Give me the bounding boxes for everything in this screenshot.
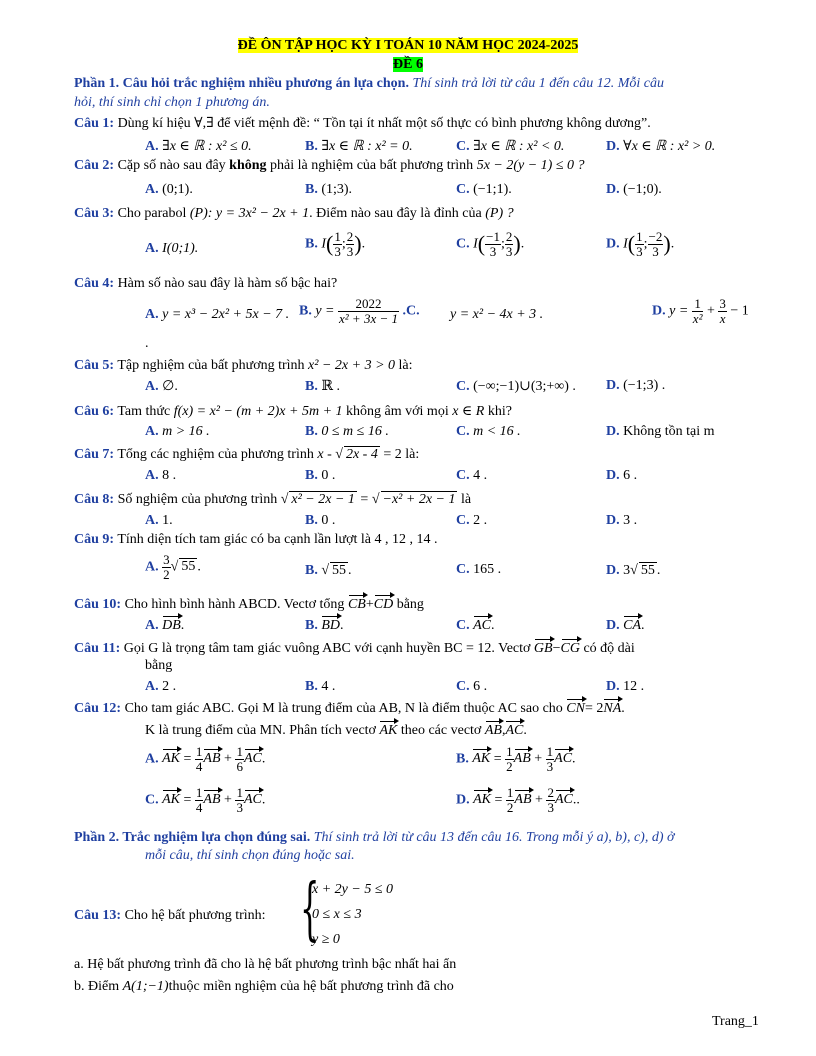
title-text: ĐỀ ÔN TẬP HỌC KỲ I TOÁN 10 NĂM HỌC 2024-2025 <box>237 38 579 53</box>
q5-option-b: B. ℝ . <box>305 379 340 394</box>
q7-option-b: B. 0 . <box>305 468 336 483</box>
q11-option-c: C. 6 . <box>456 679 488 694</box>
q13-item-b: b. Điểm A(1;−1)thuộc miền nghiệm của hệ bất phương trình đã cho <box>74 979 454 994</box>
q9-option-c: C. 165 . <box>456 562 502 577</box>
part2-instruction: Thí sinh trả lời từ câu 13 đến câu 16. Trong mỗi ý a), b), c), d) ở <box>313 830 675 845</box>
question-label: Câu 1: <box>74 116 115 131</box>
q3-option-c: C. I( $\frac{-1}{3}$ ; $\frac{2}{3}$ ). <box>456 229 525 259</box>
q12-option-d: D. AK = $\frac{1}{2}$ AB + $\frac{2}{3}$ AC.. <box>456 785 580 815</box>
q5-option-a: A. ∅. <box>145 379 178 394</box>
question-2: Câu 2: Cặp số nào sau đây không phải là nghiệm của bất phương trình 5x − 2(y − 1) ≤ 0 ? <box>74 158 585 173</box>
part2-instruction-line2: mỗi câu, thí sinh chọn đúng hoặc sai. <box>145 848 355 863</box>
q4-option-b: B. y = $\frac{2022}{\text{x² + 3x − 1}}$ .C. <box>299 296 420 326</box>
q3-option-d: D. I( $\frac{1}{3}$ ; $\frac{-2}{3}$ ). <box>606 229 675 259</box>
exam-number <box>0 57 816 73</box>
question-text: Dùng kí hiệu ∀,∃ để viết mệnh đề: “ Tồn tại ít nhất một số thực có bình phương không dương”. <box>117 116 651 131</box>
q1-option-c: C. ∃x ∈ ℝ : x² < 0. <box>456 139 565 154</box>
q4-option-a: A. y = x³ − 2x² + 5x − 7 . <box>145 307 290 322</box>
q6-option-c: C. m < 16 . <box>456 424 521 439</box>
q11-option-d: D. 12 . <box>606 679 645 694</box>
stray-dot: . <box>145 336 149 351</box>
q7-option-c: C. 4 . <box>456 468 488 483</box>
q2-option-b: B. (1;3). <box>305 182 353 197</box>
q11-option-a: A. 2 . <box>145 679 177 694</box>
part1-instruction: Thí sinh trả lời từ câu 1 đến câu 12. Mỗi câu <box>412 76 665 91</box>
q6-option-a: A. m > 16 . <box>145 424 210 439</box>
q2-option-d: D. (−1;0). <box>606 182 662 197</box>
q6-option-d: D. Không tồn tại m <box>606 424 715 439</box>
document-title <box>0 38 816 54</box>
question-12-line2: K là trung điểm của MN. Phân tích vectơ AK theo các vectơ AB,AC. <box>145 723 527 738</box>
q5-option-d: D. (−1;3) . <box>606 378 666 393</box>
q1-option-b: B. ∃x ∈ ℝ : x² = 0. <box>305 139 413 154</box>
system-line-1: x + 2y − 5 ≤ 0 <box>312 882 394 897</box>
q9-option-d: D. 3√ 55 . <box>606 563 661 578</box>
q10-option-b: B. BD. <box>305 618 344 633</box>
question-11-line2: bằng <box>145 658 173 673</box>
question-7: Câu 7: Tổng các nghiệm của phương trình x - √ 2x - 4 = 2 là: <box>74 447 420 462</box>
question-1 <box>74 115 651 132</box>
q7-option-d: D. 6 . <box>606 468 638 483</box>
q10-option-d: D. CA. <box>606 618 645 633</box>
question-5: Câu 5: Tập nghiệm của bất phương trình x² − 2x + 3 > 0 là: <box>74 358 413 373</box>
q11-option-b: B. 4 . <box>305 679 336 694</box>
q13-item-a: a. Hệ bất phương trình đã cho là hệ bất phương trình bậc nhất hai ẩn <box>74 957 457 972</box>
q12-option-b: B. AK = $\frac{1}{2}$ AB + $\frac{1}{3}$ AC. <box>456 744 576 774</box>
part1-title: Phần 1. Câu hỏi trắc nghiệm nhiều phương án lựa chọn. <box>74 76 409 91</box>
q4-option-c: y = x² − 4x + 3 . <box>450 307 544 322</box>
q9-option-a: A. $\frac{3}{2}$ √ 55 . <box>145 552 201 582</box>
q10-option-c: C. AC. <box>456 618 495 633</box>
q3-option-b: B. I( $\frac{1}{3}$ ; $\frac{2}{3}$ ). <box>305 229 366 259</box>
question-11: Câu 11: Gọi G là trọng tâm tam giác vuông ABC với cạnh huyền BC = 12. Vectơ GB−CG có độ dài <box>74 641 635 656</box>
question-6: Câu 6: Tam thức f(x) = x² − (m + 2)x + 5m + 1 không âm với mọi x ∈ R khi? <box>74 404 512 419</box>
part2-title: Phần 2. Trắc nghiệm lựa chọn đúng sai. <box>74 830 311 845</box>
question-12: Câu 12: Cho tam giác ABC. Gọi M là trung điểm của AB, N là điểm thuộc AC sao cho CN= 2NA. <box>74 701 625 716</box>
system-line-3: y ≥ 0 <box>312 932 340 947</box>
q7-option-a: A. 8 . <box>145 468 177 483</box>
part1-heading <box>74 76 664 92</box>
q2-option-a: A. (0;1). <box>145 182 193 197</box>
q6-option-b: B. 0 ≤ m ≤ 16 . <box>305 424 389 439</box>
part2-heading <box>74 830 674 846</box>
q8-option-c: C. 2 . <box>456 513 488 528</box>
q10-option-a: A. DB. <box>145 618 185 633</box>
question-13: Câu 13: Cho hệ bất phương trình: <box>74 908 266 923</box>
question-10: Câu 10: Cho hình bình hành ABCD. Vectơ tổng CB+CD bằng <box>74 597 424 612</box>
q12-option-c: C. AK = $\frac{1}{4}$ AB + $\frac{1}{3}$ AC. <box>145 785 266 815</box>
q1-option-d: D. ∀x ∈ ℝ : x² > 0. <box>606 139 716 154</box>
question-8: Câu 8: Số nghiệm của phương trình √ x² − 2x − 1 = √ −x² + 2x − 1 là <box>74 492 472 507</box>
q8-option-a: A. 1. <box>145 513 173 528</box>
q3-option-a: A. I(0;1). <box>145 241 199 256</box>
q9-option-b: B. √ 55 . <box>305 563 352 578</box>
q12-option-a: A. AK = $\frac{1}{4}$ AB + $\frac{1}{6}$ AC. <box>145 744 266 774</box>
q2-option-c: C. (−1;1). <box>456 182 512 197</box>
q4-option-d: D. y = $\frac{1}{\text{x²}}$ + $\frac{3}{x}$ − 1 <box>652 296 749 326</box>
q8-option-d: D. 3 . <box>606 513 638 528</box>
q5-option-c: C. (−∞;−1)∪(3;+∞) . <box>456 379 576 394</box>
system-line-2: 0 ≤ x ≤ 3 <box>312 907 362 922</box>
system-brace: { <box>300 870 320 949</box>
q1-option-a: A. ∃x ∈ ℝ : x² ≤ 0. <box>145 139 252 154</box>
q8-option-b: B. 0 . <box>305 513 336 528</box>
exam-number-text: ĐỀ 6 <box>393 57 423 72</box>
question-4: Câu 4: Hàm số nào sau đây là hàm số bậc hai? <box>74 276 338 291</box>
page-number: Trang_1 <box>712 1014 759 1029</box>
question-3: Câu 3: Cho parabol (P): y = 3x² − 2x + 1. Điểm nào sau đây là đỉnh của (P) ? <box>74 206 514 221</box>
question-9: Câu 9: Tính diện tích tam giác có ba cạnh lần lượt là 4 , 12 , 14 . <box>74 532 438 547</box>
part1-instruction-line2: hỏi, thí sinh chỉ chọn 1 phương án. <box>74 95 270 110</box>
